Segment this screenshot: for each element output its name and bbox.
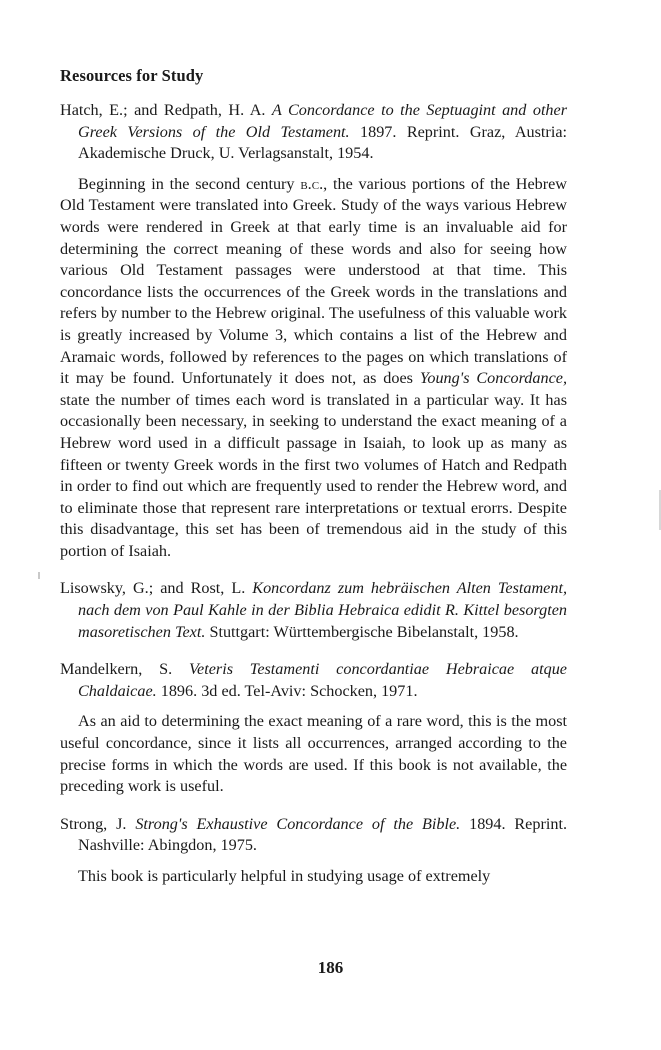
desc-part-1: Beginning in the second century: [78, 174, 295, 193]
entry-author: Strong, J.: [60, 814, 127, 833]
entry-title: Strong's Exhaustive Concordance of the Bible.: [135, 814, 461, 833]
entry-title: A Concordance to the Septuagint and other Greek Versions of the Old Testament.: [78, 101, 568, 141]
entry-description-hatch: [60, 174, 567, 563]
entry-publication: 1894. Reprint. Nashville: Abingdon, 1975.: [78, 814, 567, 855]
entry-author: Hatch, E.; and Redpath, H. A.: [60, 101, 266, 119]
bib-entry-mandelkern: [60, 659, 567, 702]
scan-stray-mark: [38, 572, 40, 579]
entry-publication: 1897. Reprint. Graz, Austria: Akademische Druck, U. Verlagsanstalt, 1954.: [78, 122, 567, 163]
entry-publication: Stuttgart: Württembergische Bibelanstalt, 1958.: [209, 622, 519, 641]
entry-description-mandelkern: As an aid to determining the exact meaning of a rare word, this is the most useful concordance, since it lists all occurrences, arranged according to the precise forms in which the words are used. If this book is not available, the preceding work is useful.: [60, 712, 567, 796]
era-abbrev: b.c.: [300, 174, 324, 193]
entry-publication: 1896. 3d ed. Tel-Aviv: Schocken, 1971.: [160, 681, 418, 700]
page-number: 186: [317, 958, 344, 977]
entry-author: Mandelkern, S.: [60, 660, 173, 679]
bibliography-list: [60, 100, 567, 888]
desc-part-2: , the various portions of the Hebrew Old Testament were translated into Greek. Study of the ways various Hebrew words were rendered in Greek at that early time is an invaluable aid for determining the correct meaning of these words and also for seeing how various Old Testament passages were understood at that time. This concordance lists the occurrences of the Greek words in the translations and refers by number to the Hebrew original. The usefulness of this valuable work is greatly increased by Volume 3, which contains a list of the Hebrew and Aramaic words, followed by references to the pages on which translations of it may be found. Unfortunately it does not, as does: [60, 174, 567, 388]
desc-part-3: state the number of times each word is translated in a particular way. It has occasionally been necessary, in seeking to understand the exact meaning of a Hebrew word used in a difficult passage in Isaiah, to look up as many as fifteen or twenty Greek words in the first two volumes of Hatch and Redpath in order to find out which are frequently used to render the Hebrew word, and to eliminate those that represent rare interpretations or textual erorrs. Despite this disadvantage, this set has been of tremendous aid in the study of this portion of Isaiah.: [60, 390, 567, 560]
bib-entry-strong: [60, 814, 567, 857]
bib-entry-hatch: [60, 100, 567, 165]
bib-entry-lisowsky: [60, 578, 567, 643]
entry-description-strong: This book is particularly helpful in studying usage of extremely: [78, 867, 491, 885]
entry-title: Koncordanz zum hebräischen Alten Testament, nach dem von Paul Kahle in der Biblia Hebraica edidit R. Kittel besorgten masoretischen Text.: [78, 579, 568, 641]
entry-title: Veteris Testamenti concordantiae Hebraicae atque Chaldaicae.: [78, 660, 567, 700]
desc-cited-work: Young's Concordance,: [419, 369, 568, 388]
entry-author: Lisowsky, G.; and Rost, L.: [60, 579, 246, 598]
running-heading: Resources for Study: [60, 66, 204, 85]
